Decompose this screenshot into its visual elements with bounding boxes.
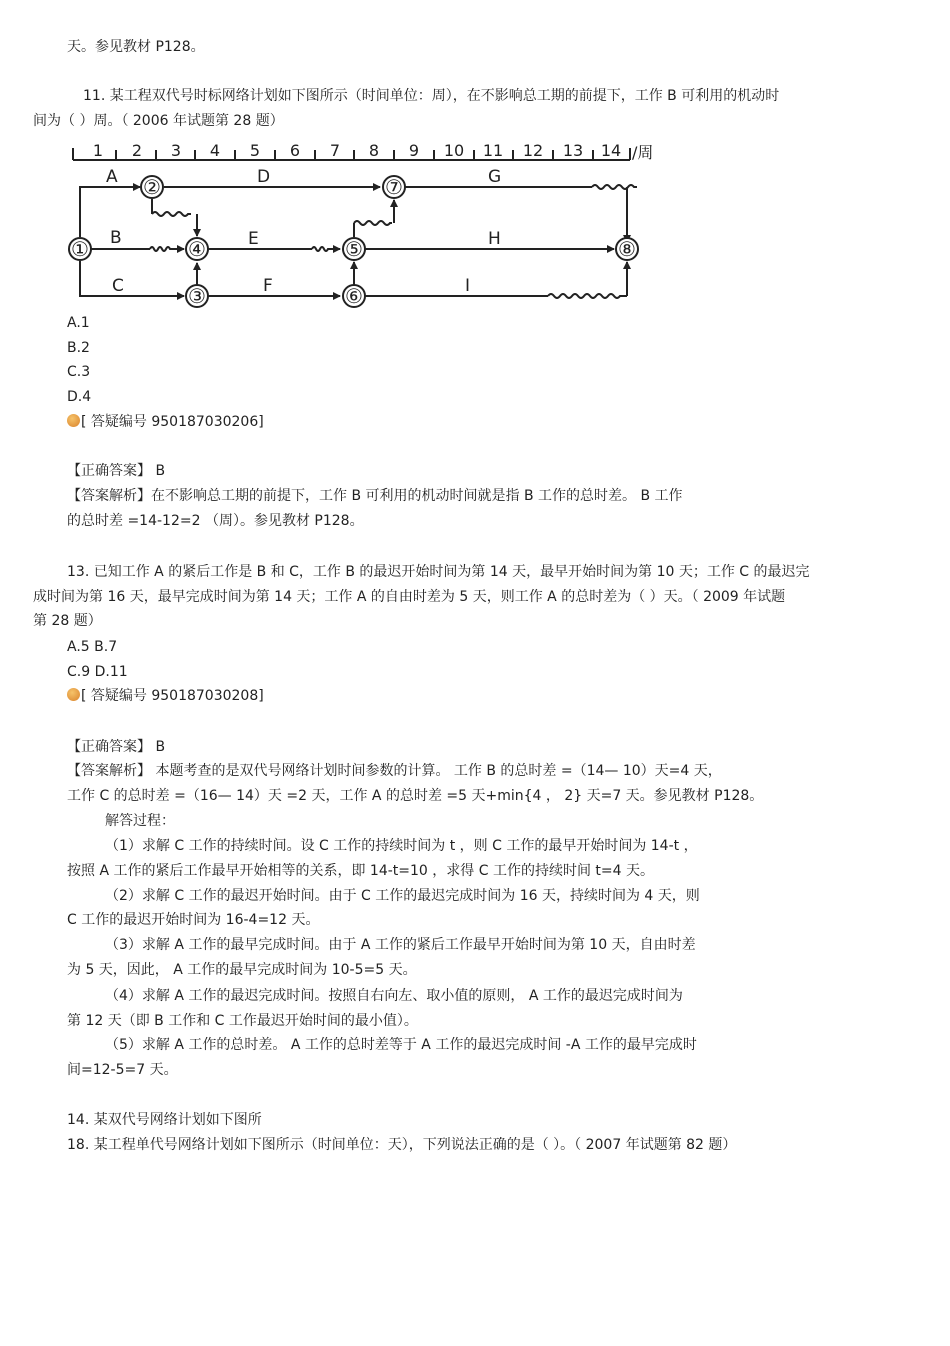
tick-label: 12	[522, 141, 544, 160]
option-c: C.3	[67, 364, 91, 380]
question-11: 11. 某工程双代号时标网络计划如下图所示（时间单位：周），在不影响总工期的前提下，工作 B 可利用的机动时	[83, 88, 780, 104]
tick-label: 5	[249, 141, 261, 160]
tick-label: 14	[600, 141, 622, 160]
activity-label: I	[465, 276, 471, 296]
tick-label: 6	[289, 141, 301, 160]
tick-label: 7	[329, 141, 341, 160]
tick-label: 4	[209, 141, 221, 160]
question-bubble-icon	[67, 688, 80, 701]
option-ab: A.5 B.7	[67, 639, 118, 655]
analysis: 的总时差 =14-12=2 （周）。参见教材 P128。	[67, 513, 364, 529]
correct-answer: 【正确答案】 B	[67, 463, 166, 479]
activity-label: B	[110, 228, 122, 248]
text-line: 第 28 题）	[33, 613, 102, 629]
analysis: 【答案解析】 本题考查的是双代号网络计划时间参数的计算。 工作 B 的总时差 =（14— 10）天=4 天，	[67, 763, 722, 779]
node-4: ④	[188, 237, 206, 261]
tick-label: 11	[482, 141, 504, 160]
option-cd: C.9 D.11	[67, 664, 128, 680]
tick-label: 1	[92, 141, 104, 160]
activity-label: D	[257, 167, 271, 187]
activity-label: H	[488, 229, 501, 249]
solution-step: （2）求解 C 工作的最迟开始时间。由于 C 工作的最迟完成时间为 16 天，持续时间为 4 天，则	[105, 888, 700, 904]
solution-step: （4）求解 A 工作的最迟完成时间。按照自右向左、取小值的原则， A 工作的最迟完成时间为	[105, 988, 683, 1004]
solution-step: 间=12-5=7 天。	[67, 1062, 178, 1078]
text-line: 成时间为第 16 天，最早完成时间为第 14 天；工作 A 的自由时差为 5 天，则工作 A 的总时差为（ ）天。（ 2009 年试题	[33, 589, 786, 605]
solution-step: （1）求解 C 工作的持续时间。设 C 工作的持续时间为 t ，则 C 工作的最早开始时间为 14-t ，	[105, 838, 698, 854]
question-13: 13. 已知工作 A 的紧后工作是 B 和 C，工作 B 的最迟开始时间为第 14 天，最早开始时间为第 10 天；工作 C 的最迟完	[67, 564, 810, 580]
analysis: 【答案解析】在不影响总工期的前提下，工作 B 可利用的机动时间就是指 B 工作的总时差。 B 工作	[67, 488, 683, 504]
solution-step: （3）求解 A 工作的最早完成时间。由于 A 工作的紧后工作最早开始时间为第 10 天，自由时差	[105, 937, 696, 953]
solution-step: 按照 A 工作的紧后工作最早开始相等的关系，即 14-t=10 ，求得 C 工作的持续时间 t=4 天。	[67, 863, 654, 879]
solution-step: （5）求解 A 工作的总时差。 A 工作的总时差等于 A 工作的最迟完成时间 -A 工作的最早完成时	[105, 1037, 697, 1053]
node-3: ③	[188, 284, 206, 308]
correct-answer: 【正确答案】 B	[67, 739, 166, 755]
answer-code	[67, 686, 264, 706]
question-bubble-icon	[67, 414, 80, 427]
answer-code-text: [ 答疑编号 950187030208]	[81, 688, 264, 704]
text-line: 间为（ ）周。（ 2006 年试题第 28 题）	[33, 113, 284, 129]
tick-label: 9	[408, 141, 420, 160]
node-8: ⑧	[618, 237, 636, 261]
solution-step: 第 12 天（即 B 工作和 C 工作最迟开始时间的最小值）。	[67, 1013, 418, 1029]
node-5: ⑤	[345, 237, 363, 261]
answer-code-text: [ 答疑编号 950187030206]	[81, 414, 264, 430]
activity-label: E	[248, 229, 259, 249]
solution-step: C 工作的最迟开始时间为 16-4=12 天。	[67, 912, 320, 928]
activity-label: A	[106, 167, 118, 187]
question-14: 14. 某双代号网络计划如下图所	[67, 1112, 262, 1128]
node-2: ②	[143, 175, 161, 199]
option-a: A.1	[67, 315, 90, 331]
option-b: B.2	[67, 340, 90, 356]
tick-label: 2	[131, 141, 143, 160]
tick-label: 10	[443, 141, 465, 160]
activity-label: G	[488, 167, 502, 187]
option-d: D.4	[67, 389, 92, 405]
answer-code	[67, 412, 264, 432]
tick-label: 3	[170, 141, 182, 160]
network-diagram	[60, 138, 670, 310]
activity-label: C	[112, 276, 124, 296]
time-ruler	[73, 141, 653, 162]
activity-label: F	[263, 276, 273, 296]
node-7: ⑦	[385, 175, 403, 199]
text-line: 天。参见教材 P128。	[67, 39, 205, 55]
analysis: 工作 C 的总时差 =（16— 14）天 =2 天，工作 A 的总时差 =5 天+min{4 ， 2} 天=7 天。参见教材 P128。	[67, 788, 764, 804]
solution-heading: 解答过程：	[105, 813, 175, 829]
question-18: 18. 某工程单代号网络计划如下图所示（时间单位：天），下列说法正确的是（ ）。（ 2007 年试题第 82 题）	[67, 1137, 737, 1153]
tick-label: 13	[562, 141, 584, 160]
node-1: ①	[71, 237, 89, 261]
node-6: ⑥	[345, 284, 363, 308]
solution-step: 为 5 天，因此， A 工作的最早完成时间为 10-5=5 天。	[67, 962, 417, 978]
tick-label: 8	[368, 141, 380, 160]
unit-label: /周	[632, 143, 654, 162]
